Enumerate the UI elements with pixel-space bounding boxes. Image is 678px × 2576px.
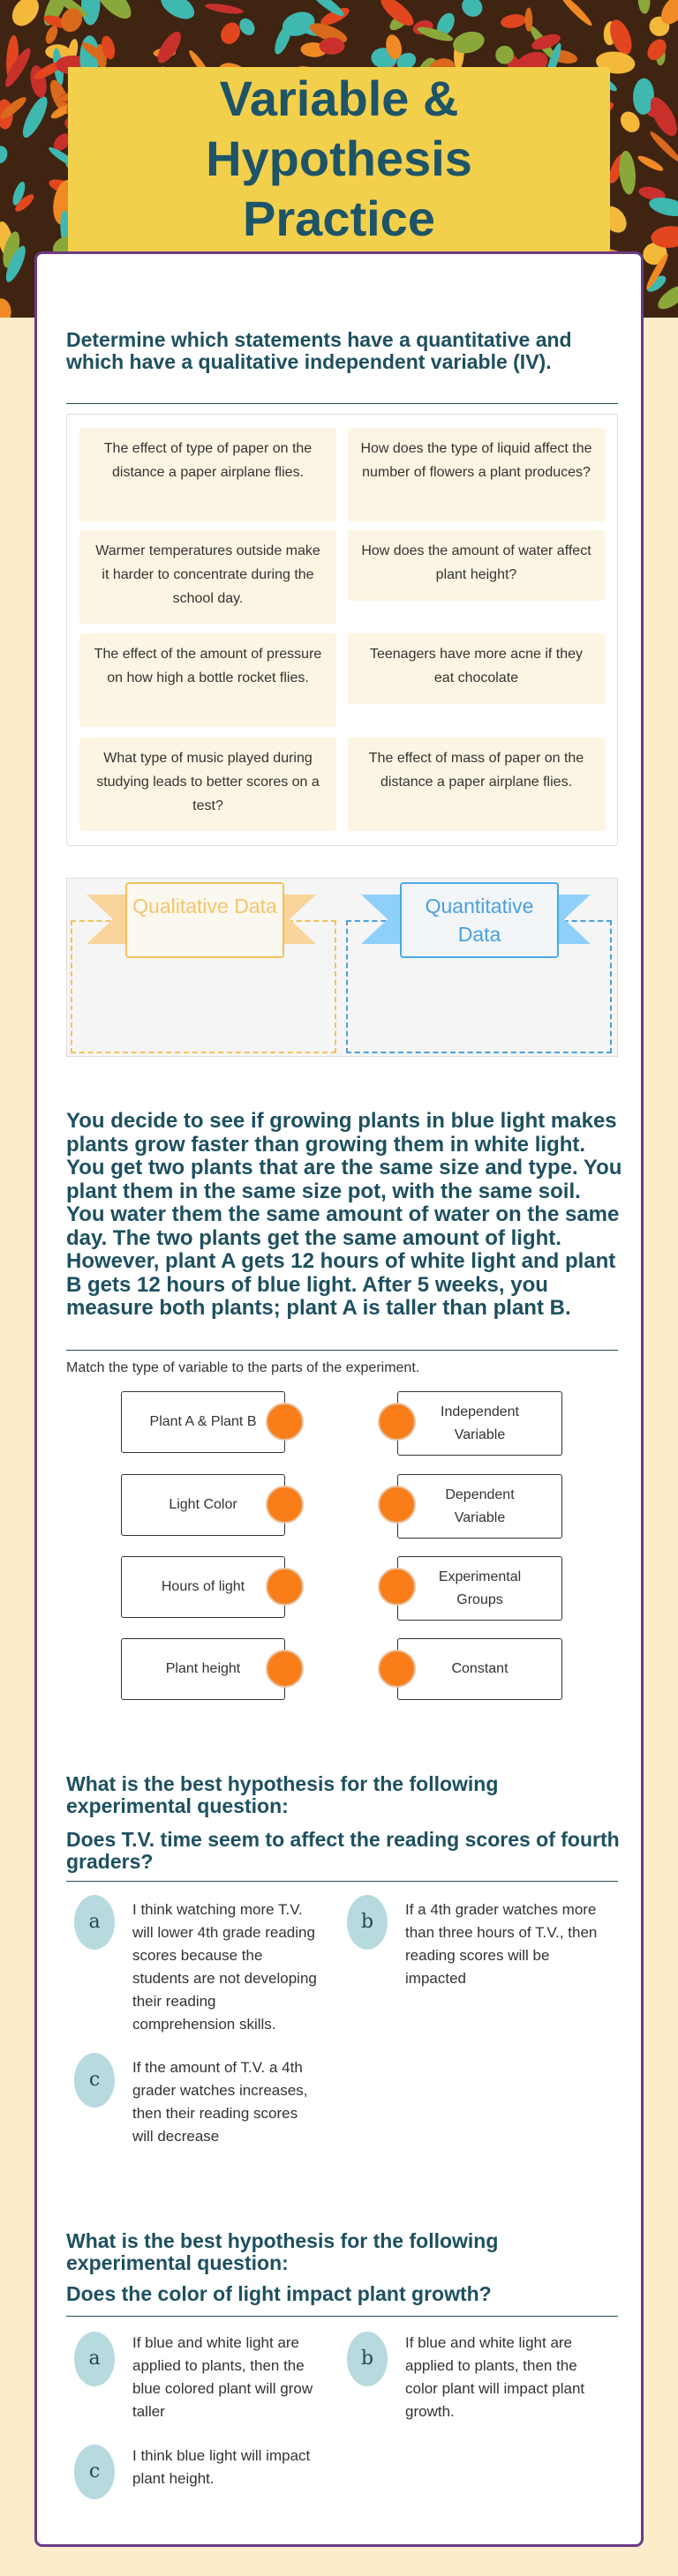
match-right-item[interactable]: [397, 1556, 562, 1621]
option-c-text[interactable]: If the amount of T.V. a 4th grader watches increases, then their reading scores will decrease: [132, 2059, 308, 2145]
match-right-item[interactable]: [397, 1391, 562, 1456]
match-connector-dot[interactable]: [378, 1486, 416, 1524]
category-bins: [66, 878, 618, 1057]
match-left-item[interactable]: [121, 1556, 285, 1618]
match-label: Plant height: [165, 1661, 241, 1676]
title-line: Hypothesis: [206, 131, 472, 186]
option-a-badge[interactable]: a: [74, 2332, 115, 2386]
option-b-badge[interactable]: b: [347, 1895, 388, 1950]
option-a-text[interactable]: If blue and white light are applied to plants, then the blue colored plant will grow taller: [132, 2334, 313, 2420]
option-c-badge[interactable]: c: [74, 2053, 115, 2108]
match-connector-dot[interactable]: [378, 1650, 416, 1688]
sort-card[interactable]: The effect of type of paper on the distance a paper airplane flies.: [79, 428, 336, 521]
title-line: Practice: [243, 191, 435, 246]
match-connector-dot[interactable]: [266, 1650, 304, 1688]
match-connector-dot[interactable]: [378, 1568, 416, 1606]
section3-heading: What is the best hypothesis for the following experimental question:: [66, 1772, 499, 1817]
page-title: [68, 67, 610, 254]
leaf-shape: [7, 0, 44, 31]
match-connector-dot[interactable]: [266, 1403, 304, 1441]
divider: [66, 2316, 618, 2317]
experiment-description: You decide to see if growing plants in blue light makes plants grow faster than growing them in white light. You get two plants that are the same size and type. You plant them in the same size pot, with the same soil. You water them the same amount of water on the same day. The two plants get the same amount of light. However, plant A gets 12 hours of white light and plant B gets 12 hours of blue light. After 5 weeks, you measure both plants; plant A is taller than plant B.: [66, 1109, 622, 1320]
option-a-badge[interactable]: a: [74, 1895, 115, 1950]
match-left-item[interactable]: [121, 1638, 285, 1700]
match-connector-dot[interactable]: [378, 1403, 416, 1441]
leaf-shape: [154, 28, 185, 66]
option-b-text[interactable]: If blue and white light are applied to plants, then the color plant will impact plant growth.: [405, 2334, 585, 2420]
sort-card[interactable]: How does the type of liquid affect the number of flowers a plant produces?: [348, 428, 605, 521]
title-line: Variable &: [219, 71, 459, 126]
leaf-shape: [156, 0, 199, 25]
sort-card[interactable]: Warmer temperatures outside make it harder to concentrate during the school day.: [79, 530, 336, 624]
option-c-badge[interactable]: c: [74, 2445, 115, 2499]
match-instruction: Match the type of variable to the parts of the experiment.: [66, 1360, 420, 1375]
section1-heading: Determine which statements have a quantitative and which have a qualitative independent variable (IV).: [66, 328, 572, 373]
section4-heading: What is the best hypothesis for the following experimental question:: [66, 2229, 499, 2274]
leaf-shape: [0, 297, 13, 318]
match-connector-dot[interactable]: [266, 1486, 304, 1524]
match-right-item[interactable]: [397, 1474, 562, 1539]
leaf-shape: [500, 12, 527, 30]
divider: [66, 1350, 618, 1351]
option-b-badge[interactable]: b: [347, 2332, 388, 2386]
leaf-shape: [205, 2, 245, 16]
leaf-shape: [644, 35, 670, 64]
leaf-shape: [43, 24, 60, 45]
sort-card[interactable]: What type of music played during studying leads to better scores on a test?: [79, 738, 336, 831]
option-b-text[interactable]: If a 4th grader watches more than three hours of T.V., then reading scores will be impacted: [405, 1901, 598, 1987]
match-label: Plant A & Plant B: [149, 1414, 257, 1429]
match-right-item[interactable]: [397, 1638, 562, 1700]
match-connector-dot[interactable]: [266, 1568, 304, 1606]
match-label: Experimental Groups: [438, 1569, 522, 1607]
leaf-shape: [458, 0, 486, 21]
match-label: Hours of light: [161, 1579, 245, 1594]
leaf-shape: [320, 37, 345, 54]
sort-card[interactable]: Teenagers have more acne if they eat chocolate: [348, 633, 605, 704]
match-left-item[interactable]: [121, 1391, 285, 1453]
quantitative-label: Quantitative Data: [400, 882, 559, 958]
sort-card[interactable]: How does the amount of water affect plant height?: [348, 530, 605, 601]
match-label: Independent Variable: [441, 1404, 519, 1442]
option-c-text[interactable]: I think blue light will impact plant height.: [132, 2447, 311, 2487]
sort-card[interactable]: The effect of mass of paper on the distance a paper airplane flies.: [348, 738, 605, 831]
match-label: Dependent Variable: [445, 1486, 515, 1525]
option-a-text[interactable]: I think watching more T.V. will lower 4th grade reading scores because the students are not developing their reading comprehension skills.: [132, 1901, 317, 2033]
leaf-shape: [525, 8, 533, 32]
match-label: Light Color: [169, 1497, 237, 1512]
worksheet-card: [34, 251, 644, 2547]
match-left-item[interactable]: [121, 1474, 285, 1536]
leaf-shape: [637, 0, 651, 14]
sort-card-pool: [66, 414, 618, 846]
leaf-shape: [0, 144, 10, 165]
section4-question: Does the color of light impact plant growth?: [66, 2282, 492, 2305]
divider: [66, 403, 618, 404]
leaf-shape: [558, 0, 594, 28]
qualitative-label: Qualitative Data: [125, 882, 284, 958]
divider: [66, 1881, 618, 1882]
match-label: Constant: [451, 1661, 508, 1676]
leaf-shape: [637, 154, 666, 174]
section3-question: Does T.V. time seem to affect the reading scores of fourth graders?: [66, 1828, 620, 1873]
sort-card[interactable]: The effect of the amount of pressure on how high a bottle rocket flies.: [79, 633, 336, 727]
